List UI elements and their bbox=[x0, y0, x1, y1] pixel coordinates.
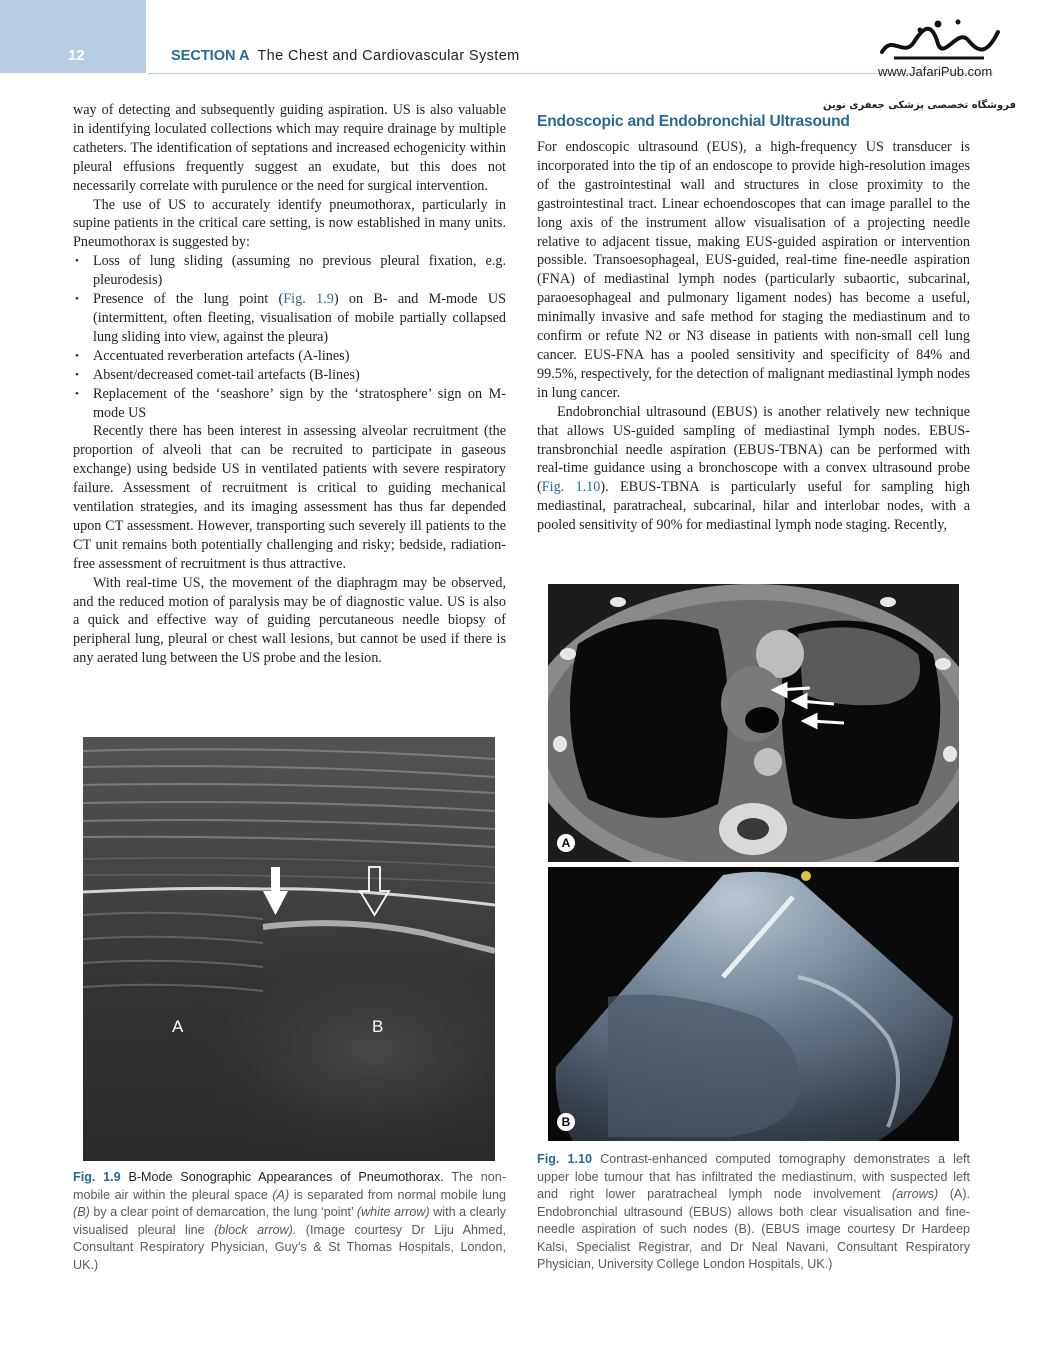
caption-title: B-Mode Sonographic Appearances of Pneumothorax. bbox=[128, 1170, 444, 1184]
paragraph: The use of US to accurately identify pneumothorax, particularly in supine patients in the critical care setting, is now established in many units. Pneumothorax is suggested by: bbox=[73, 196, 506, 251]
paragraph: Recently there has been interest in assessing alveolar recruitment (the proportion of alveoli that can be recruited to participate in gaseous exchange) using bedside US in ventilated patients with severe respiratory failure. Assessment of recruitment is critical to guiding mechanical ventilation strategies, and its imaging assessment has thus far depended upon CT assessment. However, transporting such severely ill patients to the CT unit remains both potentially challenging and risky; bedside, radiation-free assessment of recruitment is thus attractive. bbox=[73, 423, 506, 572]
watermark-store-name: فروشگاه تخصصی پزشکی جعفری نوین bbox=[823, 100, 1016, 111]
figure-reference-link[interactable]: Fig. 1.10 bbox=[541, 479, 601, 496]
list-item: • Presence of the lung point (Fig. 1.9) on B- and M-mode US (intermittent, often fleeting, visualisation of mobile partially collapsed lung sliding into view, against the pleura) bbox=[73, 290, 506, 347]
region-label-b: B bbox=[372, 1017, 384, 1036]
figure-1-9-ultrasound-image bbox=[83, 737, 495, 1161]
paragraph: Endobronchial ultrasound (EBUS) is another relatively new technique that allows US-guided sampling of mediastinal lymph nodes. EBUS-transbronchial needle aspiration (EBUS-TBNA) can be performed with real-time guidance using a bronchoscope with a convex ultrasound probe (Fig. 1.10). EBUS-TBNA is particularly useful for sampling high mediastinal, paratracheal, subcarinal, hilar and interlobar nodes, with a pooled sensitivity of 90% for mediastinal lymph node staging. Recently, bbox=[537, 403, 970, 534]
figure-1-10-ebus-image bbox=[548, 867, 959, 1141]
left-column bbox=[73, 101, 506, 668]
pneumothorax-signs-list bbox=[73, 252, 506, 422]
watermark-url: www.JafariPub.com bbox=[878, 64, 993, 79]
paragraph: way of detecting and subsequently guiding aspiration. US is also valuable in identifying loculated collections which may require drainage by multiple catheters. The identification of septations and increased echogenicity within pleural effusions frequently suggest an exudate, but this does not necessarily correlate with purulence or the need for surgical intervention. bbox=[73, 102, 506, 194]
paragraph: With real-time US, the movement of the diaphragm may be observed, and the reduced motion of paralysis may be of diagnostic value. US is also a quick and effective way of guiding percutaneous needle biopsy of peripheral lung, pleural or chest wall lesions, but cannot be used if there is any aerated lung between the US probe and the lesion. bbox=[73, 574, 506, 667]
running-header bbox=[171, 48, 520, 64]
list-item: • Absent/decreased comet-tail artefacts (B-lines) bbox=[73, 366, 506, 385]
list-item: • Replacement of the ‘seashore’ sign by the ‘stratosphere’ sign on M-mode US bbox=[73, 385, 506, 423]
panel-label-a: A bbox=[557, 834, 575, 852]
panel-label-b: B bbox=[557, 1113, 575, 1131]
right-column bbox=[537, 112, 970, 535]
caption-label: Fig. 1.9 bbox=[73, 1170, 121, 1184]
region-label-a: A bbox=[172, 1017, 184, 1036]
figure-1-10-caption: Fig. 1.10 Contrast-enhanced computed tomography demonstrates a left upper lobe tumour that has infiltrated the mediastinum, with suspected left and right lower paratracheal lymph node involvement (arrows) (A). Endobronchial ultrasound (EBUS) allows both clear visualisation and fine-needle aspiration of such nodes (B). (EBUS image courtesy Dr Hardeep Kalsi, Specialist Registrar, and Dr Neal Navani, Consultant Respiratory Physician, University College London Hospitals, UK.) bbox=[537, 1152, 971, 1271]
section-heading: Endoscopic and Endobronchial Ultrasound bbox=[537, 113, 850, 130]
figure-1-10-ct-image bbox=[548, 584, 959, 862]
watermark-logo-icon bbox=[874, 14, 1004, 64]
caption-label: Fig. 1.10 bbox=[537, 1152, 593, 1166]
watermark bbox=[823, 14, 1016, 120]
section-label: SECTION A bbox=[171, 48, 250, 64]
figure-reference-link[interactable]: Fig. 1.9 bbox=[283, 291, 334, 308]
page-number: 12 bbox=[68, 47, 85, 64]
list-item: • Loss of lung sliding (assuming no previous pleural fixation, e.g. pleurodesis) bbox=[73, 252, 506, 290]
figure-1-9-caption: Fig. 1.9 B-Mode Sonographic Appearances of Pneumothorax. The non-mobile air within the pleural space (A) is separated from normal mobile lung (B) by a clear point of demarcation, the lung ‘point’ (white arrow) with a clearly visualised pleural line (block arrow). (Image courtesy Dr Liju Ahmed, Consultant Respiratory Physician, Guy’s & St Thomas Hospitals, London, UK.) bbox=[73, 1170, 507, 1272]
list-item: • Accentuated reverberation artefacts (A-lines) bbox=[73, 347, 506, 366]
section-title: The Chest and Cardiovascular System bbox=[257, 48, 520, 64]
paragraph: For endoscopic ultrasound (EUS), a high-frequency US transducer is incorporated into the tip of an endoscope to provide high-resolution images of the gastrointestinal wall and structures in close proximity to the gastrointestinal tract. Linear echoendoscopes that can image parallel to the long axis of the instrument allow visualisation of a projecting needle relative to adjacent tissue, making EUS-guided aspiration or intervention possible. Transoesophageal, EUS-guided, real-time fine-needle aspiration (FNA) of mediastinal lymph nodes (particularly subaortic, subcarinal, paraoesophageal and pulmonary ligament nodes) has become a useful, minimally invasive and safe method for staging the mediastinum and to confirm or refute N2 or N3 disease in patients with non-small cell lung cancer. EUS-FNA has a pooled sensitivity and specificity of 84% and 99.5%, respectively, for the detection of malignant mediastinal lymph nodes in lung cancer. bbox=[537, 139, 970, 401]
